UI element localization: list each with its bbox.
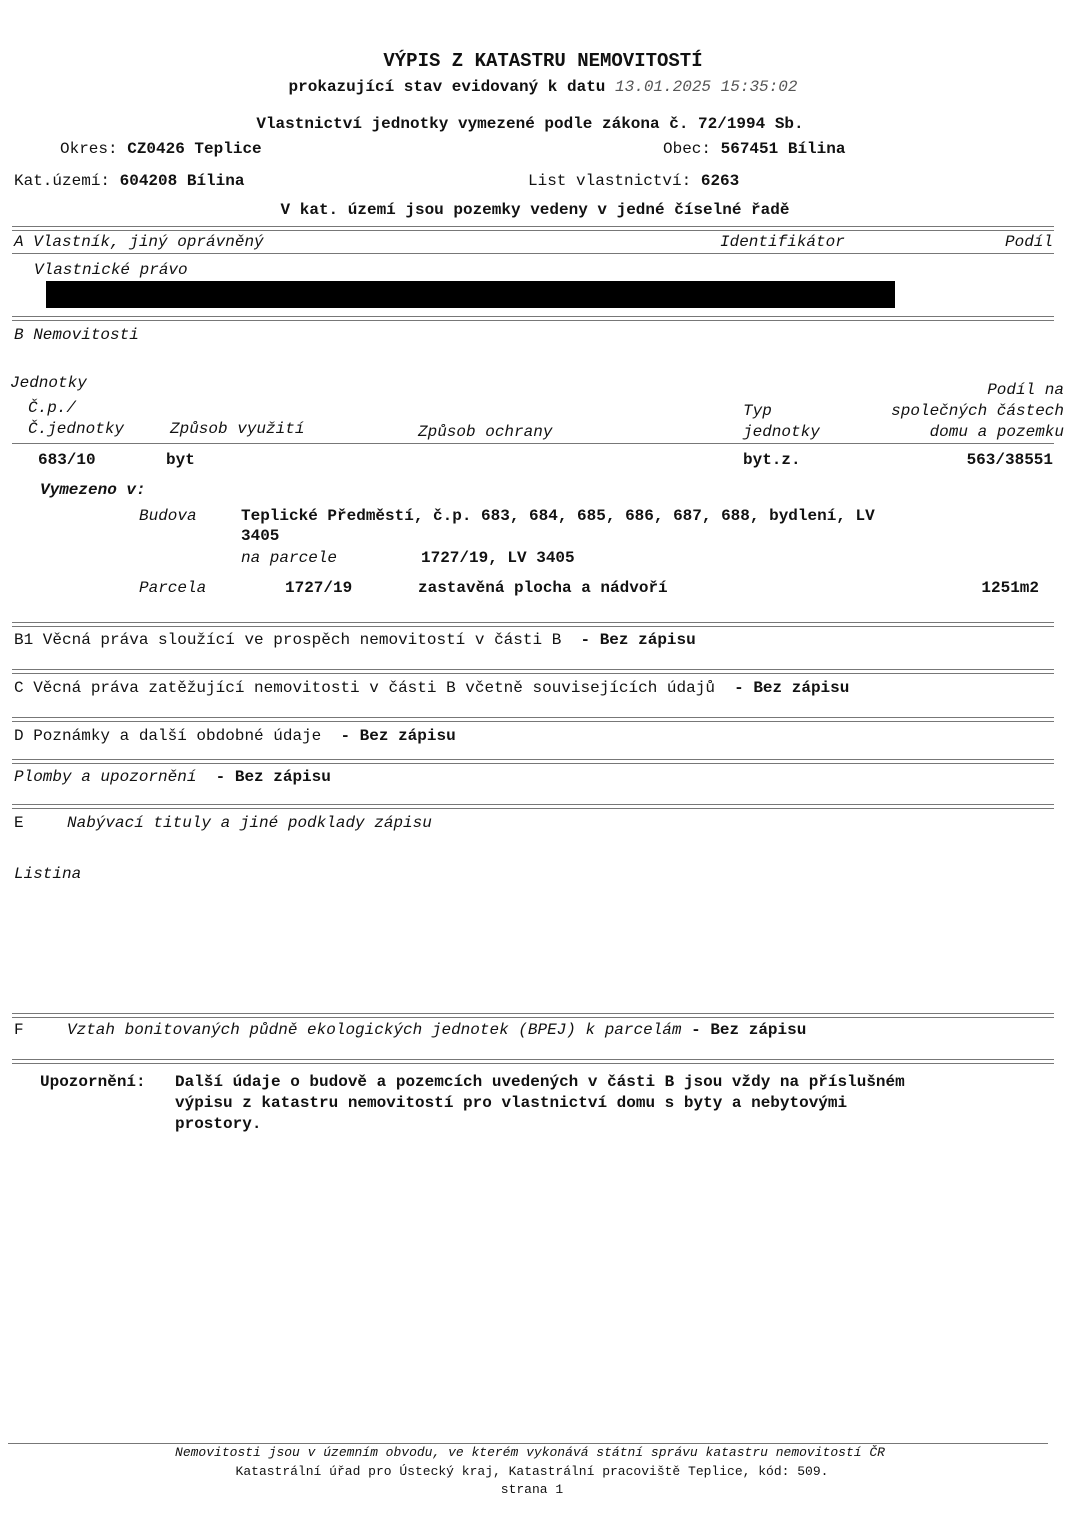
unit-usage: byt [166,451,195,469]
plomby-text: Plomby a upozornění [14,768,197,786]
unit-type: byt.z. [743,451,801,469]
okres-label: Okres: [60,140,118,158]
divider [12,253,1054,254]
units-label: Jednotky [10,374,87,392]
section-c-text: C Věcná práva zatěžující nemovitosti v části B včetně souvisejících údajů [14,679,715,697]
section-f-text: Vztah bonitovaných půdně ekologických jednotek (BPEJ) k parcelám [67,1021,682,1039]
divider [12,622,1054,627]
footer-divider [8,1443,1048,1444]
record-date: 13.01.2025 15:35:02 [615,78,798,96]
footer-line-1: Nemovitosti jsou v územním obvodu, ve kterém vykonává státní správu katastru nemovitostí ČR [175,1445,885,1460]
section-e-letter: E [14,814,24,832]
section-b1-value: - Bez zápisu [580,631,696,649]
unit-share: 563/38551 [966,451,1053,469]
section-b-heading: B Nemovitosti [14,326,139,344]
lv-value: 6263 [700,172,740,190]
section-c-value: - Bez zápisu [734,679,850,697]
page-title: VÝPIS Z KATASTRU NEMOVITOSTÍ [383,50,703,72]
divider [12,443,1054,444]
on-parcel-label: na parcele [241,549,338,567]
on-parcel-value: 1727/19, LV 3405 [421,549,575,567]
numbering-note: V kat. území jsou pozemky vedeny v jedné číselné řadě [280,201,790,219]
subtitle-prefix: prokazující stav evidovaný k datu [288,78,606,96]
section-f-value: - Bez zápisu [691,1021,807,1039]
warning-line-2: výpisu z katastru nemovitostí pro vlastnictví domu s byty a nebytovými [175,1094,848,1112]
section-b1 [14,631,696,649]
section-f-letter: F [14,1021,24,1039]
section-b1-text: B1 Věcná práva sloužící ve prospěch nemovitostí v části B [14,631,562,649]
warning-line-3: prostory. [175,1115,262,1133]
col-protection: Způsob ochrany [418,423,553,441]
parcel-type: zastavěná plocha a nádvoří [418,579,668,597]
footer-line-2: Katastrální úřad pro Ústecký kraj, Katastrální pracoviště Teplice, kód: 509. [235,1464,829,1479]
divider [12,1059,1054,1064]
obec-label: Obec: [663,140,712,158]
listina-label: Listina [14,865,82,883]
obec-field [663,140,845,158]
ownership-right-heading: Vlastnické právo [34,261,188,279]
divider [12,226,1054,231]
parcel-number: 1727/19 [285,579,353,597]
col-cp-1: Č.p./ [28,399,77,417]
obec-value: 567451 Bílina [720,140,846,158]
section-d-text: D Poznámky a další obdobné údaje [14,727,322,745]
divider [12,316,1054,321]
section-a-heading: A Vlastník, jiný oprávněný [14,233,264,251]
page-number: strana 1 [500,1482,564,1497]
warning-label: Upozornění: [40,1073,146,1091]
parcel-label: Parcela [139,579,207,597]
katuzemi-label: Kat.území: [14,172,111,190]
defined-in-label: Vymezeno v: [40,481,146,499]
okres-value: CZ0426 Teplice [127,140,262,158]
ownership-line: Vlastnictví jednotky vymezené podle zákona č. 72/1994 Sb. [256,115,804,133]
redacted-owner [46,281,895,308]
divider [12,669,1054,674]
building-label: Budova [139,507,197,525]
col-type-2: jednotky [743,423,820,441]
share-column: Podíl [1004,233,1053,251]
section-d [14,727,456,745]
divider [12,759,1054,764]
building-value-2: 3405 [241,527,280,545]
col-share-1: Podíl na [987,381,1064,399]
lv-field [528,172,739,190]
section-e-text: Nabývací tituly a jiné podklady zápisu [67,814,432,832]
page-subtitle [0,78,1086,96]
katuzemi-value: 604208 Bílina [119,172,245,190]
divider [12,717,1054,722]
katuzemi-field [14,172,244,190]
section-d-value: - Bez zápisu [340,727,456,745]
section-f [67,1021,806,1039]
okres-field [60,140,262,158]
divider [12,804,1054,809]
parcel-area: 1251m2 [981,579,1039,597]
plomby [14,768,331,786]
col-share-2: společných částech [891,402,1064,420]
building-value-1: Teplické Předměstí, č.p. 683, 684, 685, 686, 687, 688, bydlení, LV [241,507,875,525]
col-usage: Způsob využití [170,420,305,438]
col-type-1: Typ [743,402,772,420]
col-share-3: domu a pozemku [929,423,1064,441]
divider [12,1013,1054,1018]
col-cp-2: Č.jednotky [28,420,125,438]
warning-line-1: Další údaje o budově a pozemcích uvedených v části B jsou vždy na příslušném [175,1073,905,1091]
section-c [14,679,849,697]
lv-label: List vlastnictví: [528,172,692,190]
plomby-value: - Bez zápisu [215,768,331,786]
unit-number: 683/10 [38,451,96,469]
identifier-column: Identifikátor [720,233,845,251]
